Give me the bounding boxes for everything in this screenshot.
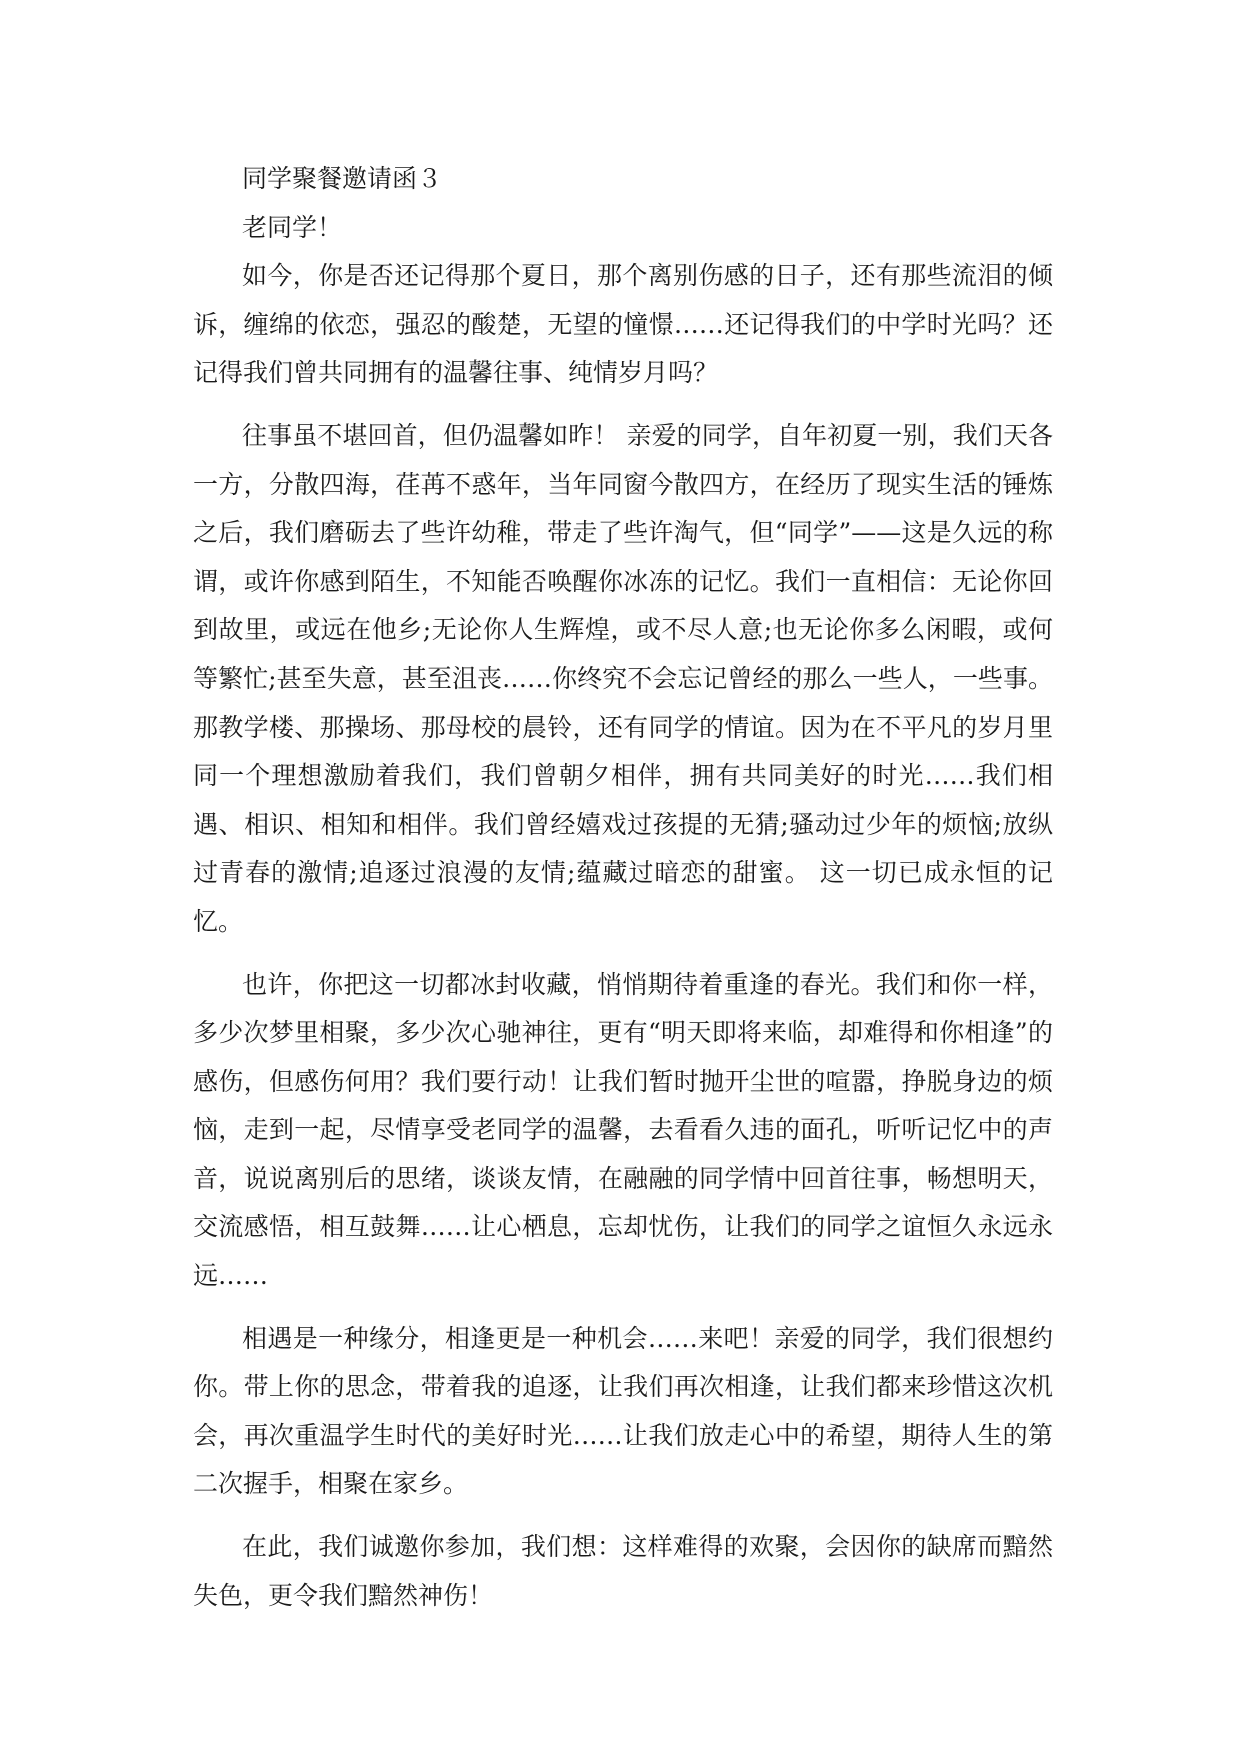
- document-body: [193, 155, 1053, 1620]
- paragraph-3: 也许，你把这一切都冰封收藏，悄悄期待着重逢的春光。我们和你一样，多少次梦里相聚，多少次心驰神往，更有“明天即将来临，却难得和你相逢”的感伤，但感伤何用？我们要行动！让我们暂时抛开尘世的喧嚣，挣脱身边的烦恼，走到一起，尽情享受老同学的温馨，去看看久违的面孔，听听记忆中的声音，说说离别后的思绪，谈谈友情，在融融的同学情中回首往事，畅想明天，交流感悟，相互鼓舞……让心栖息，忘却忧伤，让我们的同学之谊恒久永远永远……: [193, 969, 1053, 1291]
- paragraph-1: 如今，你是否还记得那个夏日，那个离别伤感的日子，还有那些流泪的倾诉，缠绵的依恋，强忍的酸楚，无望的憧憬……还记得我们的中学时光吗？还记得我们曾共同拥有的温馨往事、纯情岁月吗？: [193, 261, 1053, 388]
- paragraph-4: 相遇是一种缘分，相逢更是一种机会……来吧！亲爱的同学，我们很想约你。带上你的思念，带着我的追逐，让我们再次相逢，让我们都来珍惜这次机会，再次重温学生时代的美好时光……让我们放走心中的希望，期待人生的第二次握手，相聚在家乡。: [193, 1323, 1053, 1499]
- salutation: 老同学！: [242, 212, 343, 242]
- paragraph-5: 在此，我们诚邀你参加，我们想：这样难得的欢聚，会因你的缺席而黯然失色，更令我们黯然神伤！: [193, 1532, 1053, 1610]
- paragraph-2: 往事虽不堪回首，但仍温馨如昨！ 亲爱的同学，自年初夏一别，我们天各一方，分散四海，荏苒不惑年，当年同窗今散四方，在经历了现实生活的锤炼之后，我们磨砺去了些许幼稚，带走了些许淘气，但“同学”——这是久远的称谓，或许你感到陌生，不知能否唤醒你冰冻的记忆。我们一直相信：无论你回到故里，或远在他乡;无论你人生辉煌，或不尽人意;也无论你多么闲暇，或何等繁忙;甚至失意，甚至沮丧……你终究不会忘记曾经的那么一些人，一些事。那教学楼、那操场、那母校的晨铃，还有同学的情谊。因为在不平凡的岁月里同一个理想激励着我们，我们曾朝夕相伴，拥有共同美好的时光……我们相遇、相识、相知和相伴。我们曾经嬉戏过孩提的无猜;骚动过少年的烦恼;放纵过青春的激情;追逐过浪漫的友情;蕴藏过暗恋的甜蜜。 这一切已成永恒的记忆。: [193, 420, 1053, 936]
- document-title: 同学聚餐邀请函３: [242, 164, 443, 193]
